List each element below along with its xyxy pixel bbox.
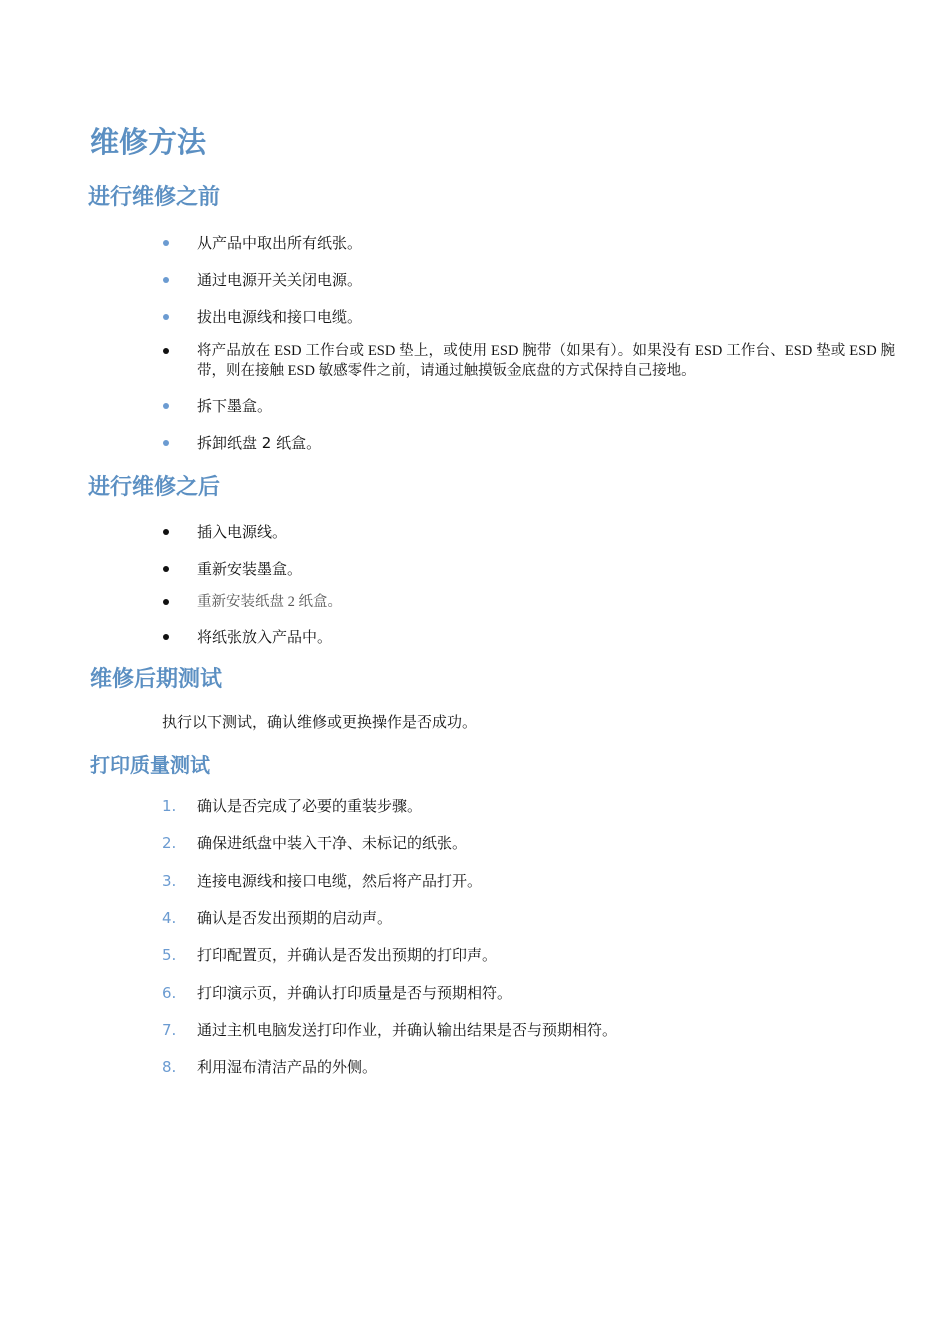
step-number: 1. — [162, 797, 177, 815]
step-text: 打印配置页，并确认是否发出预期的打印声。 — [197, 946, 498, 964]
step-number: 3. — [162, 872, 177, 890]
step-item — [160, 796, 895, 816]
list-item — [160, 627, 895, 647]
step-text: 打印演示页，并确认打印质量是否与预期相符。 — [197, 984, 513, 1002]
list-item-text: 重新安装墨盒。 — [197, 560, 303, 578]
step-text: 连接电源线和接口电缆，然后将产品打开。 — [197, 872, 483, 890]
step-text: 利用湿布清洁产品的外侧。 — [197, 1058, 378, 1076]
post-service-test-intro: 执行以下测试，确认维修或更换操作是否成功。 — [162, 713, 478, 731]
step-text: 通过主机电脑发送打印作业，并确认输出结果是否与预期相符。 — [197, 1021, 618, 1039]
list-item — [160, 522, 895, 542]
section-heading-print-quality-test: 打印质量测试 — [90, 753, 210, 777]
step-text: 确认是否发出预期的启动声。 — [197, 909, 393, 927]
step-item — [160, 871, 895, 891]
bullet-icon — [163, 277, 169, 283]
list-item — [160, 270, 895, 290]
step-number: 7. — [162, 1021, 177, 1039]
list-item — [160, 559, 895, 579]
list-item-text: 从产品中取出所有纸张。 — [197, 234, 363, 252]
section-heading-after-service: 进行维修之后 — [88, 475, 221, 500]
step-text: 确保进纸盘中装入干净、未标记的纸张。 — [197, 834, 468, 852]
bullet-icon — [163, 240, 169, 246]
list-item — [160, 233, 895, 253]
bullet-icon — [163, 440, 169, 446]
bullet-icon — [163, 566, 169, 572]
step-text: 确认是否完成了必要的重装步骤。 — [197, 797, 423, 815]
step-number: 4. — [162, 909, 177, 927]
bullet-icon — [163, 314, 169, 320]
page-title: 维修方法 — [90, 125, 207, 159]
step-item — [160, 983, 895, 1003]
step-number: 8. — [162, 1058, 177, 1076]
bullet-icon — [163, 403, 169, 409]
list-item-text: 拆下墨盒。 — [197, 397, 273, 415]
list-item — [160, 592, 895, 612]
list-item-text: 拆卸纸盘 2 纸盒。 — [197, 434, 322, 452]
list-item-esd-note — [160, 341, 895, 381]
step-item — [160, 833, 895, 853]
bullet-icon — [163, 529, 169, 535]
list-item-text: 将产品放在 ESD 工作台或 ESD 垫上，或使用 ESD 腕带（如果有）。如果没有 ESD 工作台、ESD 垫或 ESD 腕带，则在接触 ESD 敏感零件之前，请通过触摸钣金底盘的方式保持自己接地。 — [197, 343, 895, 379]
bullet-icon — [163, 634, 169, 640]
section-heading-before-service: 进行维修之前 — [88, 185, 221, 210]
list-item-text: 将纸张放入产品中。 — [197, 628, 333, 646]
list-item-text: 重新安装纸盘 2 纸盒。 — [197, 594, 342, 610]
step-item — [160, 1057, 895, 1077]
step-item — [160, 908, 895, 928]
step-item — [160, 1020, 895, 1040]
section-heading-post-service-test: 维修后期测试 — [90, 667, 223, 692]
list-item-text: 拔出电源线和接口电缆。 — [197, 308, 363, 326]
bullet-icon — [163, 599, 169, 605]
step-number: 2. — [162, 834, 177, 852]
step-number: 5. — [162, 946, 177, 964]
list-item-text: 插入电源线。 — [197, 523, 288, 541]
bullet-icon — [163, 348, 169, 354]
step-item — [160, 945, 895, 965]
step-number: 6. — [162, 984, 177, 1002]
list-item — [160, 396, 895, 416]
list-item — [160, 433, 895, 453]
list-item — [160, 307, 895, 327]
list-item-text: 通过电源开关关闭电源。 — [197, 271, 363, 289]
